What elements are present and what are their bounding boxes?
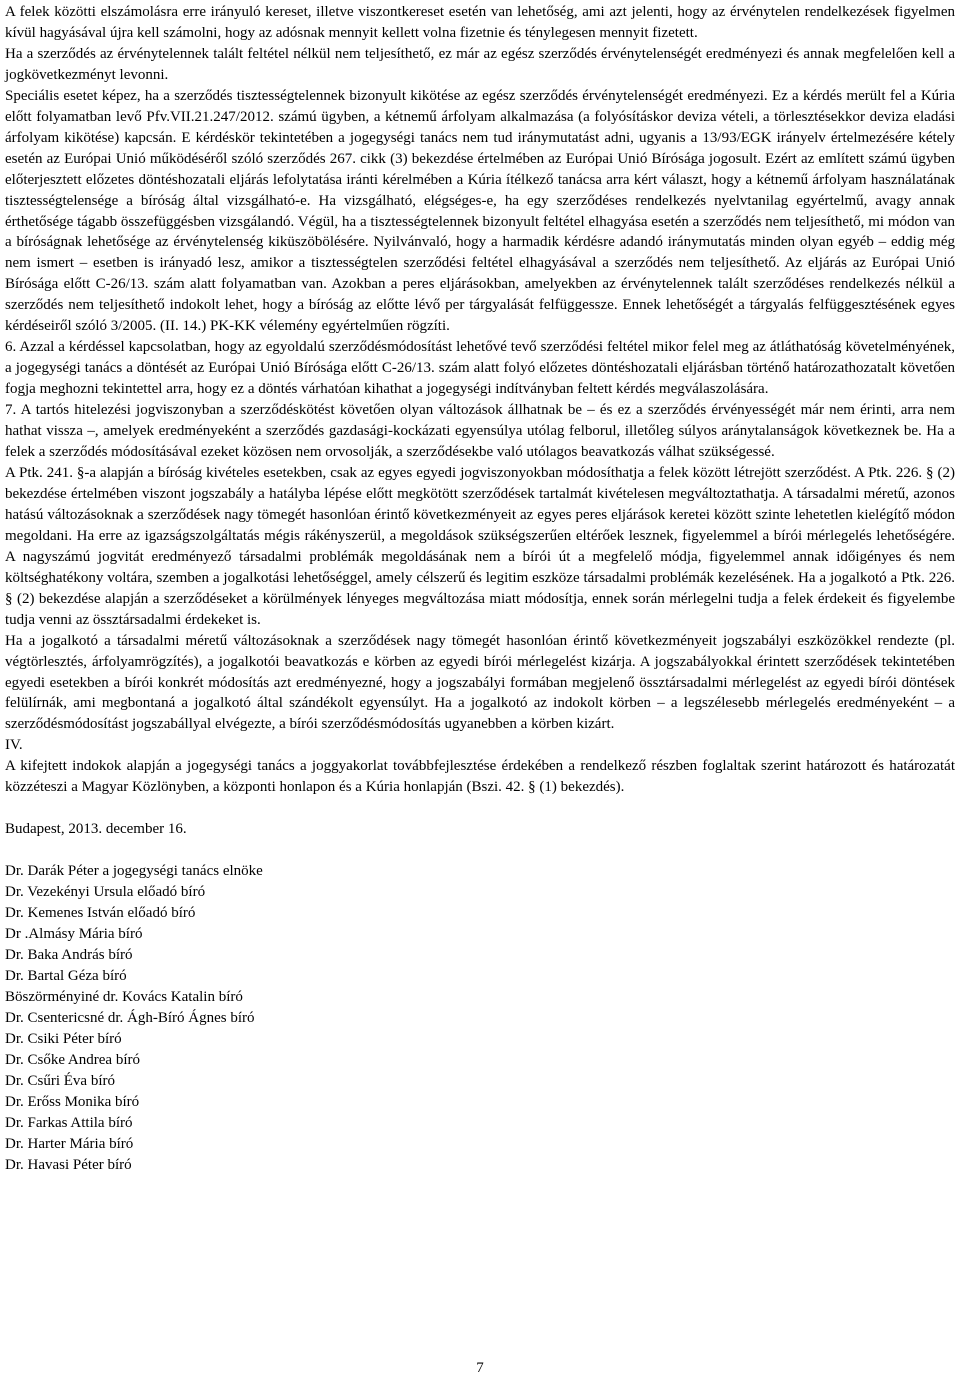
judge-name: Dr. Csőke Andrea bíró [5,1051,140,1068]
document-page [5,2,955,1175]
judge-name: Dr. Vezekényi Ursula előadó bíró [5,884,206,901]
judge-name: Dr. Farkas Attila bíró [5,1114,133,1131]
paragraph-invalidity: Ha a szerződés az érvénytelennek talált feltétel nélkül nem teljesíthető, ez már az egész szerződés érvénytelenségét eredményezi és annak megfelelően kell a jogkövetkezményt levonni. [5,45,955,83]
paragraph-special-case: Speciális esetet képez, ha a szerződés tisztességtelennek bizonyult kikötése az egész szerződés érvénytelenségét eredményezi. Ez a kérdés merült fel a Kúria előtt folyamatban levő Pfv.VII.21.247/2012. számú ügyben, a kétnemű árfolyam alkalmazása (a folyósításkor deviza vételi, a törlesztésekkor deviza eladási árfolyam kikötése) kapcsán. E kérdéskör tekintetében a jogegységi tanács nem tud iránymutatást adni, ugyanis a 13/93/EGK irányelv értelmezésére kétely esetén az Európai Unió működéséről szóló szerződés 267. cikk (3) bekezdése értelmében az Európai Unió Bírósága jogosult. Ezért az említett számú ügyben előterjesztett előzetes döntéshozatali eljárás lefolytatása iránti kérelmében a Kúria ítélkező tanácsa arra kért választ, hogy a kétnemű árfolyam használatának tisztességtelensége a bíróság által vizsgálható-e. Ha vizsgálható, elégséges-e, ha egy szerződéses rendelkezés nyelvtanilag egyértelmű, avagy annak érthetősége tágabb összefüggésben vizsgálandó. Végül, ha a tisztességtelennek bizonyult feltétel elhagyása esetén a szerződés nem teljesíthető, mi módon van a bíróságnak lehetősége az érvénytelenség kiküszöbölésére. Nyilvánvaló, hogy a harmadik kérdésre adandó iránymutatás minden olyan egyéb – eddig még nem ismert – esetben is irányadó lesz, amikor a tisztességtelen szerződési feltétel elhagyásával a szerződés nem teljesíthető. Az eljárás az Európai Unió Bírósága előtt C-26/13. szám alatt folyamatban van. Azokban a peres eljárásokban, amelyekben az érvénytelennek talált szerződéses rendelkezés nélkül a szerződés nem teljesíthető indokolt lehet, hogy a bíróság az előtte lévő per tárgyalását felfüggessze. Ennek lehetőségét a tárgyalás felfüggesztésének egyes kérdéseiről szóló 3/2005. (II. 14.) PK-KK vélemény egyértelműen rögzíti. [5,87,955,335]
judge-name: Dr. Havasi Péter bíró [5,1156,132,1173]
judge-name: Dr. Csűri Éva bíró [5,1072,115,1089]
paragraph-settlement: A felek közötti elszámolásra erre irányuló kereset, illetve viszontkereset esetén van lehetőség, ami azt jelenti, hogy az érvénytelen rendelkezések figyelmen kívül hagyásával újra kell számolni, hogy az adósnak mennyit kellett volna fizetnie és ténylegesen mennyit fizetett. [5,4,955,41]
judge-name: Dr .Almásy Mária bíró [5,926,143,943]
judge-name: Dr. Csiki Péter bíró [5,1030,122,1047]
page-number: 7 [476,1360,484,1376]
place-and-date: Budapest, 2013. december 16. [5,821,187,838]
judge-name: Dr. Harter Mária bíró [5,1135,134,1152]
judges-list [5,861,955,1175]
spacer [5,840,955,861]
judge-name: Dr. Erőss Monika bíró [5,1093,140,1110]
paragraph-point-7: 7. A tartós hitelezési jogviszonyban a szerződéskötést követően olyan változások állhatnak be – és ez a szerződés érvényességét már nem érinti, arra nem hathat vissza –, amelyek eredményeként a szerződés gazdasági-kockázati egyensúlya utólag felborul, illetőleg súlyos aránytalanságok következnek be. Ha a felek a szerződés módosításával ezeket közösen nem orvosolják, a szerződésekbe való utólagos beavatkozás válhat szükségessé. [5,402,955,461]
judge-name: Dr. Baka András bíró [5,946,133,963]
judge-name: Böszörményiné dr. Kovács Katalin bíró [5,988,243,1005]
judge-name: Dr. Bartal Géza bíró [5,967,127,984]
spacer [5,798,955,819]
paragraph-point-6: 6. Azzal a kérdéssel kapcsolatban, hogy az egyoldalú szerződésmódosítást lehetővé tevő szerződési feltétel mikor felel meg az átláthatóság követelményének, a jogegységi tanács a döntését az Európai Unió Bírósága előtt C-26/13. szám alatt folyó előzetes döntéshozatali eljárásban történő határozathozatalt követően fogja meghozni tekintettel arra, hogy ez a döntés várhatóan kihathat a jogegységi indítványban feltett kérdés megválaszolására. [5,339,955,398]
section-heading-iv: IV. [5,737,23,754]
body-text [5,2,955,798]
paragraph-ptk-241: A Ptk. 241. §-a alapján a bíróság kivételes esetekben, csak az egyes egyedi jogviszonyokban módosíthatja a felek között létrejött szerződést. A Ptk. 226. § (2) bekezdése értelmében viszont jogszabály a hatályba lépése előtt megkötött szerződések tartalmát kivételesen megváltoztathatja. A társadalmi méretű, azonos hatású változásoknak a szerződések nagy tömegét hasonlóan érintő következményeit az egyes peres eljárások keretei között szinte lehetetlen kielégítő módon megoldani. Ha erre az igazságszolgáltatás mégis rákényszerül, a megoldások szükségszerűen eltérőek lesznek, figyelemmel a bírói mérlegelés lehetőségére. A nagyszámú jogvitát eredményező társadalmi problémák megoldásának nem a bírói út a megfelelő módja, figyelemmel annak időigényes és nem költséghatékony voltára, szemben a jogalkotási lehetőséggel, amely célszerű és legitim eszköze társadalmi problémák kezelésének. Ha a jogalkotó a Ptk. 226. § (2) bekezdése alapján a szerződéseket a körülmények lényeges megváltozása miatt módosítja, ennek során mérlegelni tudja a felek érdekeit és figyelembe tudja venni az össztársadalmi érdekeket is. [5,464,955,628]
judge-name: Dr. Kemenes István előadó bíró [5,905,196,922]
judge-name: Dr. Csentericsné dr. Ágh-Bíró Ágnes bíró [5,1009,255,1026]
paragraph-legislator: Ha a jogalkotó a társadalmi méretű változásoknak a szerződések nagy tömegét hasonlóan érintő következményeit jogszabályi eszközökkel rendezte (pl. végtörlesztés, árfolyamrögzítés), a jogalkotói beavatkozás e körben az egyedi bírói mérlegelést kizárja. A jogszabályokkal érintett szerződések tekintetében egyedi esetekben a bírói konkrét módosítás azt eredményezné, hogy a jogszabályi formában megjelenő össztársadalmi mérlegelést az egyedi bírói döntések felülírnák, ami megbontaná a jogalkotó által szándékolt egyensúlyt. Ha a jogalkotó az indokolt körben – a legszélesebb mérlegelés eredményeként – a szerződésmódosítást jogszabállyal elvégezte, a bírói szerződésmódosítás ugyanebben a körben kizárt. [5,632,955,733]
judge-name: Dr. Darák Péter a jogegységi tanács elnöke [5,863,263,880]
paragraph-conclusion: A kifejtett indokok alapján a jogegységi tanács a joggyakorlat továbbfejlesztése érdekében a rendelkező részben foglaltak szerint határozott és határozatát közzéteszi a Magyar Közlönyben, a központi honlapon és a Kúria honlapján (Bszi. 42. § (1) bekezdés). [5,758,955,796]
